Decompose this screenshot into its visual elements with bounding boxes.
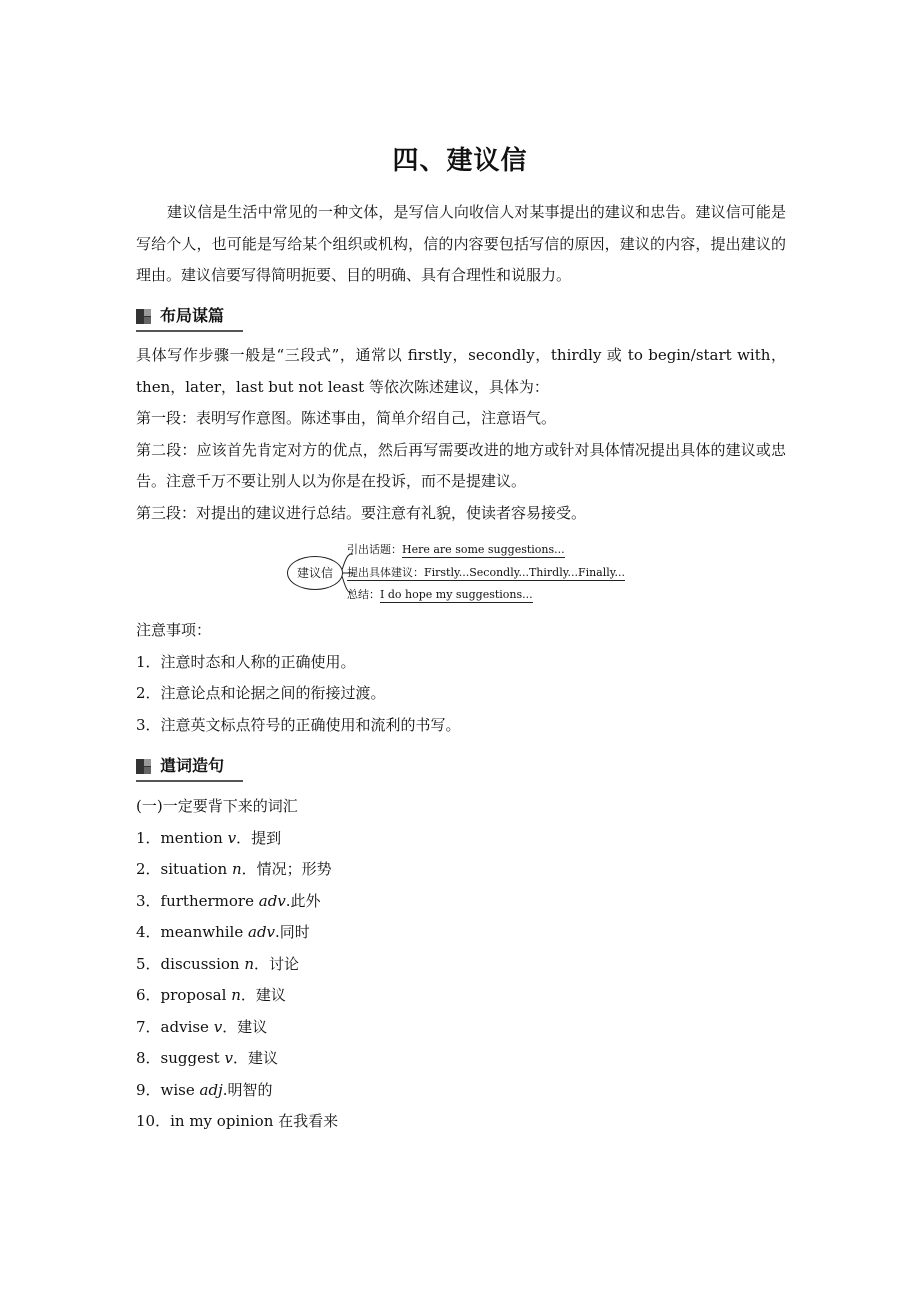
notes-list	[136, 615, 461, 741]
vocab-item: 8．suggest v．建议	[136, 1049, 278, 1067]
section-underline	[136, 330, 243, 332]
intro-paragraph: 建议信是生活中常见的一种文体，是写信人向收信人对某事提出的建议和忠告。建议信可能是写给个人，也可能是写给某个组织或机构，信的内容要包括写信的原因，建议的内容，提出建议的理由。建议信要写得简明扼要、目的明确、具有合理性和说服力。	[136, 203, 786, 284]
mindmap-branch	[347, 564, 625, 580]
note-item: 1．注意时态和人称的正确使用。	[136, 652, 356, 671]
branch-label: 总结：	[347, 588, 380, 601]
step-1: 第一段：表明写作意图。陈述事由，简单介绍自己，注意语气。	[136, 409, 557, 427]
vocab-item: 1．mention v．提到	[136, 828, 282, 847]
square-bullet-icon	[136, 759, 151, 774]
vocab-heading: (一)一定要背下来的词汇	[136, 797, 298, 815]
section-label: 遣词造句	[160, 756, 225, 775]
branch-text: Firstly...Secondly...Thirdly...Finally...	[424, 566, 626, 579]
branch-label: 引出话题：	[347, 543, 402, 556]
branch-text: Here are some suggestions...	[402, 543, 565, 556]
step-2: 第二段：应该首先肯定对方的优点，然后再写需要改进的地方或针对具体情况提出具体的建议或忠告。注意千万不要让别人以为你是在投诉，而不是提建议。	[136, 440, 786, 490]
vocab-item: 3．furthermore adv.此外	[136, 891, 321, 910]
section-underline	[136, 780, 243, 782]
writing-steps	[136, 340, 786, 529]
square-bullet-icon	[136, 309, 151, 324]
page-title: 四、建议信	[392, 146, 528, 176]
branch-text: I do hope my suggestions...	[380, 588, 533, 601]
vocab-item: 6．proposal n．建议	[136, 986, 286, 1004]
mindmap-branch	[347, 586, 533, 602]
vocab-item: 5．discussion n．讨论	[136, 954, 300, 973]
mindmap-center-node: 建议信	[287, 556, 343, 590]
note-item: 3．注意英文标点符号的正确使用和流利的书写。	[136, 715, 461, 734]
note-item: 2．注意论点和论据之间的衔接过渡。	[136, 684, 386, 702]
steps-intro: 具体写作步骤一般是“三段式”，通常以 firstly，secondly，thirdly 或 to begin/start with，then，later，last but not least 等依次陈述建议，具体为：	[136, 346, 786, 396]
structure-mindmap	[285, 540, 630, 606]
step-3: 第三段：对提出的建议进行总结。要注意有礼貌，使读者容易接受。	[136, 503, 587, 522]
vocab-item: 2．situation n．情况；形势	[136, 860, 332, 878]
branch-label: 提出具体建议：	[347, 566, 424, 579]
vocab-item: 9．wise adj.明智的	[136, 1080, 273, 1099]
section-label: 布局谋篇	[160, 306, 225, 325]
vocab-list	[136, 791, 338, 1138]
vocab-item: 10．in my opinion 在我看来	[136, 1112, 339, 1130]
vocab-item: 7．advise v．建议	[136, 1017, 268, 1036]
notes-title: 注意事项：	[136, 621, 212, 639]
vocab-item: 4．meanwhile adv.同时	[136, 923, 310, 941]
mindmap-branch	[347, 541, 565, 557]
